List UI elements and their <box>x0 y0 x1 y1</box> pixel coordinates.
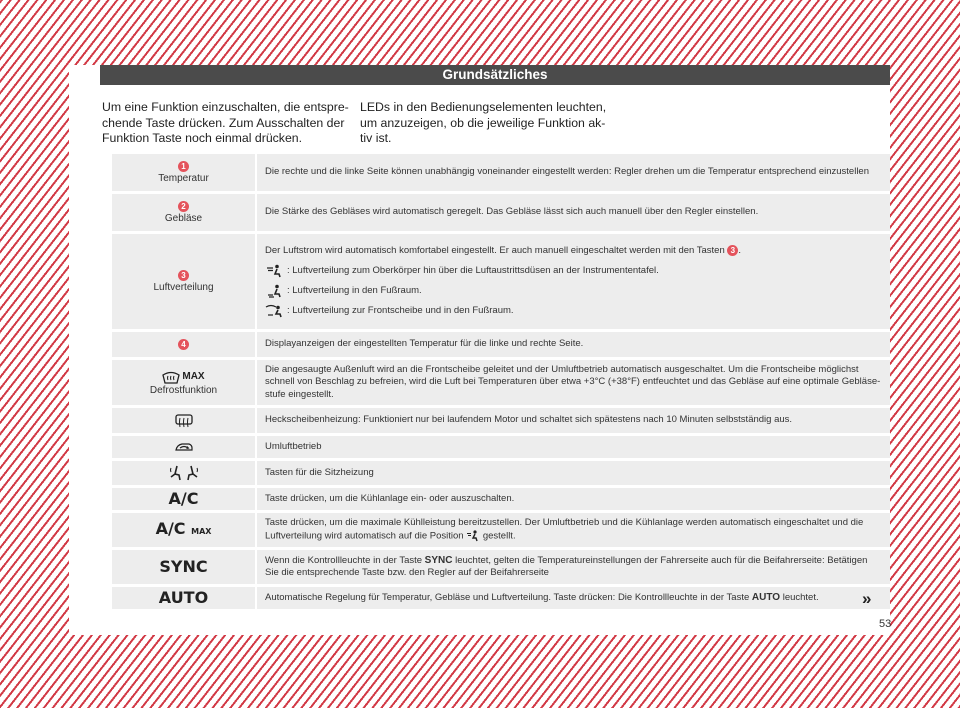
rear-window-heating-icon <box>175 414 193 428</box>
airflow-upper-body-line <box>265 264 882 278</box>
number-badge: 3 <box>727 245 738 256</box>
row-label: Luftverteilung <box>153 282 214 293</box>
row-key <box>112 408 255 433</box>
auto-symbol: AUTO <box>158 588 209 607</box>
airflow-footwell-line <box>265 284 882 298</box>
row-key <box>112 360 255 405</box>
max-symbol-text: MAX <box>182 371 205 382</box>
row-label: Defrostfunktion <box>149 385 218 396</box>
table-row <box>112 550 890 584</box>
seat-heating-right-icon <box>187 465 199 481</box>
number-badge: 4 <box>178 339 189 350</box>
sync-inline-symbol: SYNC <box>424 554 453 566</box>
recirculation-icon <box>174 441 194 453</box>
airflow-upper-body-icon <box>265 264 285 278</box>
table-row <box>112 436 890 458</box>
sync-text-end: leuchtet, gelten die Temperatureinstellungen der Fahrerseite auch für die Beifahrerseite: Betätigen Sie die entsprechende Taste bzw. den Regler auf der Beifahrerseite <box>265 554 868 578</box>
auto-text: Automatische Regelung für Temperatur, Gebläse und Luftverteilung. Taste drücken: Die Kontrollleuchte in der Taste <box>265 591 750 603</box>
row-key <box>112 488 255 510</box>
row-description: Tasten für die Sitzheizung <box>255 461 890 485</box>
page-number: 53 <box>879 618 892 630</box>
windscreen-defrost-icon <box>162 371 180 384</box>
row-key <box>112 194 255 231</box>
row-description <box>255 513 890 547</box>
table-row <box>112 234 890 329</box>
ac-symbol: A/C <box>168 489 199 508</box>
row-key <box>112 332 255 357</box>
table-row <box>112 360 890 405</box>
intro-text-left: Um eine Funktion einzuschalten, die entspre-chende Taste drücken. Zum Ausschalten der Funktion Taste noch einmal drücken. <box>102 100 349 145</box>
row-key <box>112 234 255 329</box>
airflow-windscreen-line <box>265 304 882 318</box>
row-key <box>112 461 255 485</box>
table-row <box>112 461 890 485</box>
continued-arrow: » <box>862 589 872 608</box>
seat-heating-symbols <box>169 465 199 481</box>
number-badge: 3 <box>178 270 189 281</box>
airflow-intro <box>265 245 882 258</box>
sync-symbol: SYNC <box>159 557 208 576</box>
airflow-windscreen-icon <box>265 304 285 318</box>
airflow-footwell-icon <box>265 284 285 298</box>
row-description: Taste drücken, um die Kühlanlage ein- oder auszuschalten. <box>255 488 890 510</box>
ac-max-symbol <box>155 518 212 540</box>
auto-inline-symbol: AUTO <box>751 591 781 603</box>
row-key <box>112 154 255 191</box>
row-label: Temperatur <box>158 173 209 184</box>
table-row <box>112 513 890 547</box>
intro-text-right: LEDs in den Bedienungselementen leuchten, um anzuzeigen, ob die jeweilige Funktion ak-tiv ist. <box>360 100 607 145</box>
row-key <box>112 587 255 609</box>
airflow-intro-end: . <box>738 245 742 257</box>
airflow-windscreen-text: : Luftverteilung zur Frontscheibe und in den Fußraum. <box>287 304 514 316</box>
number-badge: 1 <box>178 161 189 172</box>
ac-max-symbol-small: MAX <box>191 526 212 536</box>
row-description <box>255 234 890 329</box>
table-row <box>112 488 890 510</box>
auto-text-end: leuchtet. <box>782 591 819 603</box>
airflow-upper-body-icon <box>466 530 480 542</box>
airflow-upper-body-text: : Luftverteilung zum Oberkörper hin über die Luftaustrittsdüsen an der Instrumententafel. <box>287 264 659 276</box>
row-description: Die angesaugte Außenluft wird an die Frontscheibe geleitet und der Umluftbetrieb automatisch ausgeschaltet. Um die Frontscheibe möglichst schnell von Beschlag zu befreien, wird die Luft bei Temperaturen über etwa +3°C (+38°F) entfeuchtet und das Gebläse auf eine optimale Gebläse-stufe eingestellt. <box>255 360 890 405</box>
row-key <box>112 550 255 584</box>
ac-max-text-end: gestellt. <box>482 530 516 542</box>
row-key <box>112 436 255 458</box>
airflow-footwell-text: : Luftverteilung in den Fußraum. <box>287 284 422 296</box>
row-key <box>112 513 255 547</box>
sync-text: Wenn die Kontrollleuchte in der Taste <box>265 554 423 566</box>
manual-page <box>69 65 890 635</box>
seat-heating-left-icon <box>169 465 181 481</box>
row-description: Die rechte und die linke Seite können unabhängig voneinander eingestellt werden: Regler drehen um die Temperatur entsprechend einzustellen <box>255 154 890 191</box>
defrost-symbol <box>162 369 204 385</box>
table-row <box>112 408 890 433</box>
table-row <box>112 154 890 191</box>
row-description: Displayanzeigen der eingestellten Temperatur für die linke und rechte Seite. <box>255 332 890 357</box>
table-row <box>112 332 890 357</box>
ac-max-symbol-text: A/C <box>155 518 186 538</box>
row-description: Die Stärke des Gebläses wird automatisch geregelt. Das Gebläse lässt sich auch manuell über den Regler einstellen. <box>255 194 890 231</box>
row-description: Umluftbetrieb <box>255 436 890 458</box>
table-row <box>112 194 890 231</box>
number-badge: 2 <box>178 201 189 212</box>
row-description: Heckscheibenheizung: Funktioniert nur bei laufendem Motor und schaltet sich spätestens nach 10 Minuten selbstständig aus. <box>255 408 890 433</box>
row-label: Gebläse <box>164 213 203 224</box>
airflow-intro-text: Der Luftstrom wird automatisch komfortabel eingestellt. Er auch manuell eingeschaltet werden mit den Tasten <box>265 245 725 257</box>
section-title: Grundsätzliches <box>100 65 890 85</box>
controls-table <box>112 154 890 612</box>
ac-max-text: Taste drücken, um die maximale Kühlleistung bereitzustellen. Der Umluftbetrieb und die Kühlanlage werden automatisch eingeschaltet und die Luftverteilung wird automatisch auf die Position <box>265 517 864 542</box>
row-description <box>255 550 890 584</box>
row-description <box>255 587 890 609</box>
table-row <box>112 587 890 609</box>
